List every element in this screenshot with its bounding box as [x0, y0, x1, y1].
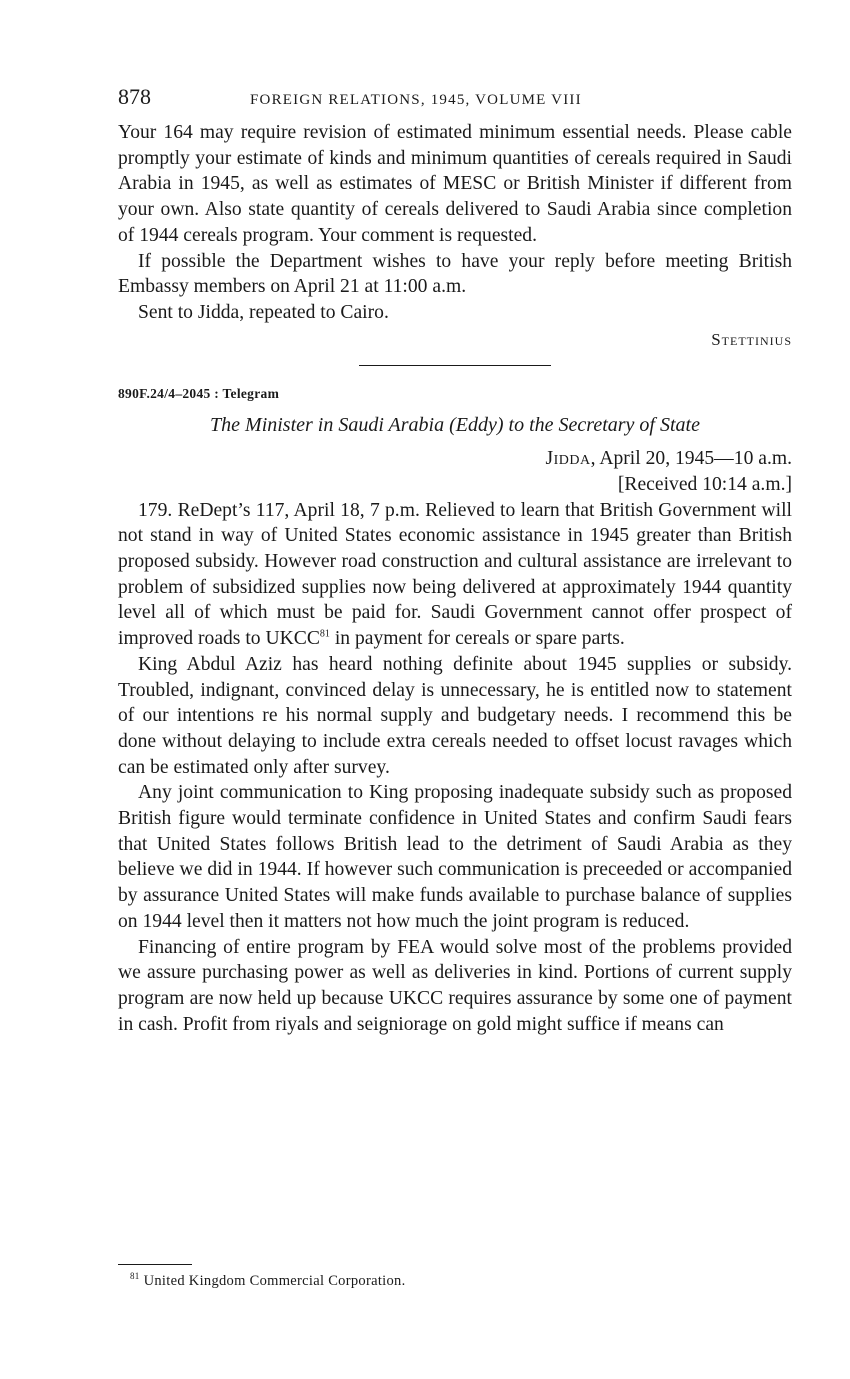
footnote	[130, 1273, 406, 1290]
footnote-reference[interactable]: 81	[319, 628, 330, 640]
body-paragraph	[118, 498, 792, 652]
body-paragraph: Financing of entire program by FEA would solve most of the problems provided we assure purchasing power as well as deliveries in kind. Portions of current supply program are now held up because UKCC requires assurance by some one of payment in cash. Profit from riyals and seigniorage on gold might suffice if means can	[118, 936, 792, 1035]
paragraph-text: in payment for cereals or spare parts.	[329, 628, 625, 650]
section-divider	[359, 365, 551, 366]
signature: Stettinius	[711, 329, 792, 349]
received-line: [Received 10:14 a.m.]	[617, 473, 792, 495]
dateline	[118, 446, 792, 472]
footnote-text: United Kingdom Commercial Corporation.	[143, 1273, 406, 1289]
running-title: FOREIGN RELATIONS, 1945, VOLUME VIII	[250, 92, 582, 108]
dateline-date: , April 20, 1945—10 a.m.	[590, 447, 792, 469]
dateline-place: Jidda	[545, 447, 591, 469]
file-reference: 890F.24/4–2045 : Telegram	[118, 385, 280, 401]
prev-doc-paragraph: If possible the Department wishes to have your reply before meeting British Embassy members on April 21 at 11:00 a.m.	[118, 250, 792, 298]
footnote-number: 81	[130, 1271, 140, 1282]
page	[118, 84, 792, 1037]
footnote-rule	[118, 1264, 192, 1265]
body-paragraph: King Abdul Aziz has heard nothing definite about 1945 supplies or subsidy. Troubled, indignant, convinced delay is unnecessary, he is entitled now to statement of our intentions re his normal supply and budgetary needs. I recommend this be done without delaying to include extra cereals needed to offset locust ravages which can be estimated only after survey.	[118, 653, 792, 778]
paragraph-text: 179. ReDept’s 117, April 18, 7 p.m. Relieved to learn that British Government will not stand in way of United States economic assistance in 1945 greater than British proposed subsidy. However road construction and cultural assistance are irrelevant to problem of subsidized supplies now being delivered at approximately 1944 quantity level all of which must be paid for. Saudi Government cannot offer prospect of improved roads to UKCC	[118, 499, 792, 650]
body-paragraph: Any joint communication to King proposing inadequate subsidy such as proposed British figure would terminate confidence in United States and confirm Saudi fears that United States follows British lead to the detriment of Saudi Arabia as they believe we did in 1944. If however such communication is preceeded or accompanied by assurance United States will make funds available to purchase balance of supplies on 1944 level then it matters not how much the joint program is reduced.	[118, 782, 792, 932]
running-head	[118, 84, 792, 120]
page-number: 878	[118, 84, 151, 109]
prev-doc-paragraph: Your 164 may require revision of estimated minimum essential needs. Please cable promptly your estimate of kinds and minimum quantities of cereals required in Saudi Arabia in 1945, as well as estimates of MESC or British Minister if different from your own. Also state quantity of cereals delivered to Saudi Arabia since completion of 1944 cereals program. Your comment is requested.	[118, 122, 792, 246]
prev-doc-paragraph: Sent to Jidda, repeated to Cairo.	[138, 301, 389, 323]
document-title: The Minister in Saudi Arabia (Eddy) to the Secretary of State	[210, 413, 700, 436]
